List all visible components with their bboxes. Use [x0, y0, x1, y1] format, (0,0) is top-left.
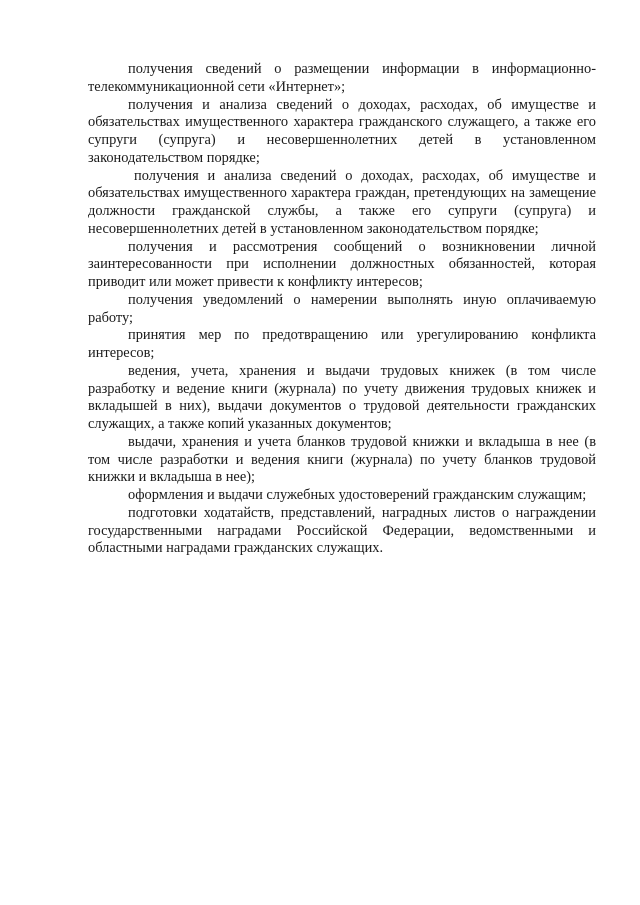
document-body	[88, 61, 596, 558]
list-item-paragraph: принятия мер по предотвращению или урегулированию конфликта интересов;	[88, 327, 596, 361]
list-item-paragraph: ведения, учета, хранения и выдачи трудовых книжек (в том числе разработку и ведение книги (журнала) по учету движения трудовых книжек и вкладышей в них), выдачи документов о трудовой деятельности гражданских служащих, а также копий указанных документов;	[88, 362, 596, 432]
list-item-paragraph: оформления и выдачи служебных удостоверений гражданским служащим;	[128, 487, 587, 503]
list-item-paragraph: получения уведомлений о намерении выполнять иную оплачиваемую работу;	[88, 291, 596, 326]
list-item-paragraph: получения и анализа сведений о доходах, расходах, об имуществе и обязательствах имущественного характера гражданского служащего, а также его супруги (супруга) и несовершеннолетних детей в установленном законодательством порядке;	[88, 96, 596, 166]
list-item-paragraph: получения и рассмотрения сообщений о возникновении личной заинтересованности при исполнении должностных обязанностей, которая приводит или может привести к конфликту интересов;	[88, 238, 596, 290]
list-item-paragraph: получения и анализа сведений о доходах, расходах, об имуществе и обязательствах имущественного характера граждан, претендующих на замещение должности гражданской службы, а также его супруги (супруга) и несовершеннолетних детей в установленном законодательством порядке;	[88, 167, 596, 237]
list-item-paragraph: выдачи, хранения и учета бланков трудовой книжки и вкладыша в нее (в том числе разработки и ведения книги (журнала) по учету бланков трудовой книжки и вкладыша в нее);	[88, 433, 596, 486]
list-item-paragraph: подготовки ходатайств, представлений, наградных листов о награждении государственными наградами Российской Федерации, ведомственными и областными наградами гражданских служащих.	[88, 504, 596, 557]
list-item-paragraph: получения сведений о размещении информации в информационно-телекоммуникационной сети «Интернет»;	[88, 61, 596, 95]
